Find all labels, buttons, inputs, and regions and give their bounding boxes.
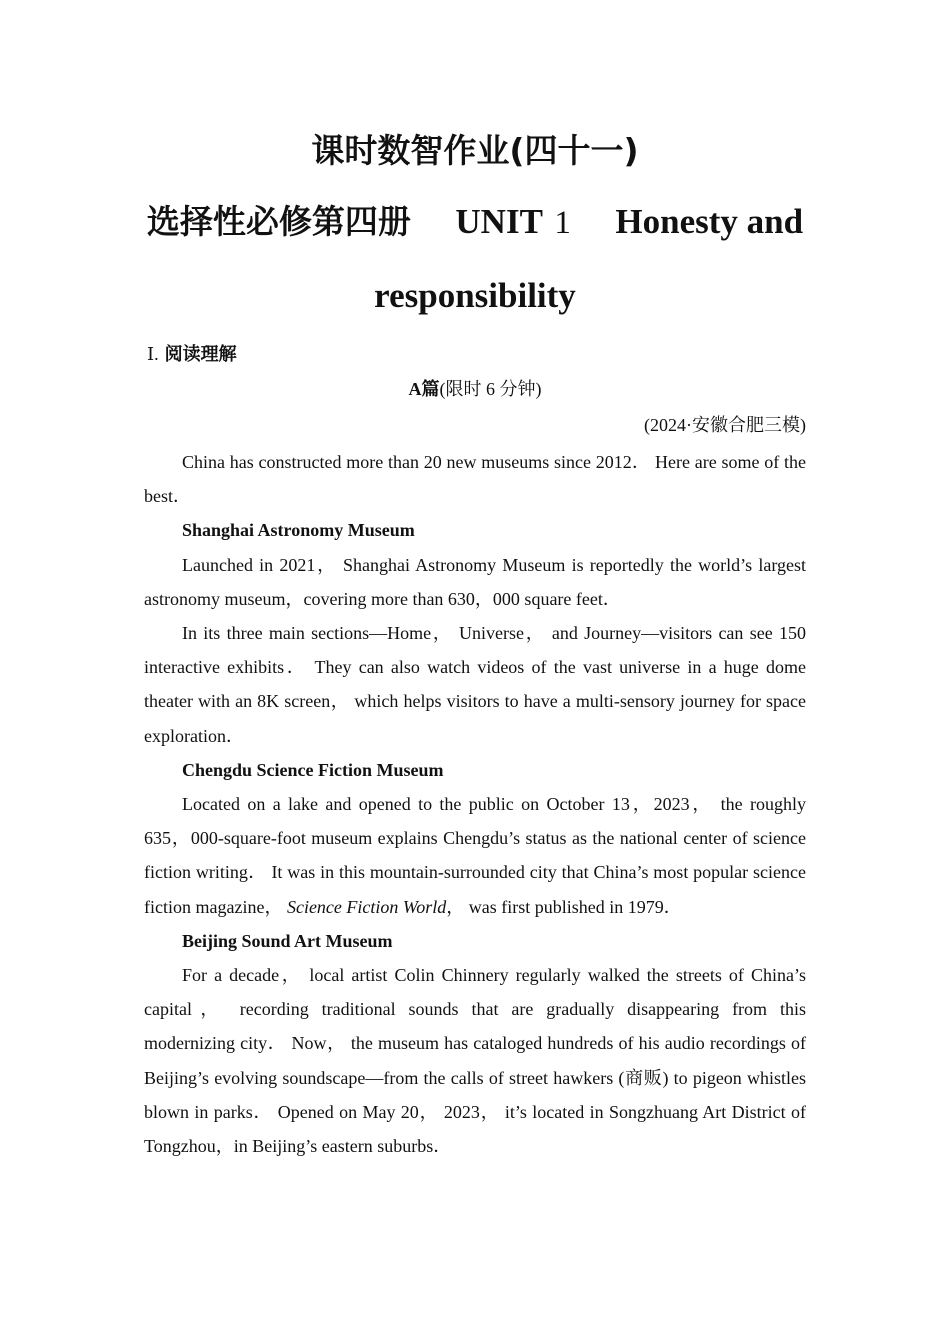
museum-heading-chengdu: Chengdu Science Fiction Museum bbox=[182, 759, 444, 780]
passage-heading bbox=[0, 376, 950, 402]
title-line-3 bbox=[0, 273, 950, 319]
magazine-title: Science Fiction World bbox=[286, 896, 447, 917]
chengdu-text-b: ， was first published in 1979． bbox=[446, 896, 682, 917]
page-title bbox=[0, 128, 950, 174]
chengdu-text-a: Located on a lake and opened to the public on October 13，2023， the roughly 635，000-square-foot museum explains Chengdu’s status as the national center of science fiction writing． It was in this mountain-surrounded city that China’s most popular science fiction magazine， bbox=[144, 794, 806, 917]
intro-paragraph: China has constructed more than 20 new museums since 2012． Here are some of the best． bbox=[144, 452, 806, 507]
title-line-2 bbox=[0, 198, 950, 247]
museum-heading-beijing: Beijing Sound Art Museum bbox=[182, 930, 393, 951]
section-heading bbox=[147, 341, 237, 368]
passage-time-limit: (限时 6 分钟) bbox=[439, 379, 542, 399]
section-number: Ⅰ. bbox=[147, 344, 159, 364]
title-book-volume: 选择性必修第四册 bbox=[146, 202, 411, 241]
title-unit-label: UNIT bbox=[455, 202, 543, 241]
chengdu-paragraph bbox=[144, 787, 806, 924]
passage-body bbox=[144, 445, 806, 1163]
beijing-paragraph: For a decade， local artist Colin Chinnery regularly walked the streets of China’s capital， recording traditional sounds that are gradually disappearing from this modernizing city． Now， the museum has cataloged hundreds of his audio recordings of Beijing’s evolving soundscape—from the calls of street hawkers (商贩) to pigeon whistles blown in parks． Opened on May 20， 2023， it’s located in Songzhuang Art District of Tongzhou，in Beijing’s eastern suburbs． bbox=[144, 965, 806, 1157]
passage-source: (2024·安徽合肥三模) bbox=[644, 415, 806, 435]
shanghai-paragraph-2: In its three main sections—Home， Universe， and Journey—visitors can see 150 interactive exhibits． They can also watch videos of the vast universe in a huge dome theater with an 8K screen， which helps visitors to have a multi-sensory journey for space exploration． bbox=[144, 623, 806, 746]
shanghai-paragraph-1: Launched in 2021， Shanghai Astronomy Museum is reportedly the world’s largest astronomy museum，covering more than 630，000 square feet． bbox=[144, 554, 806, 609]
title-unit-topic-part1: Honesty and bbox=[615, 202, 804, 241]
title-unit-topic-part2: responsibility bbox=[374, 276, 576, 315]
section-label: 阅读理解 bbox=[164, 344, 237, 365]
museum-heading-shanghai: Shanghai Astronomy Museum bbox=[182, 520, 415, 541]
title-line-1: 课时数智作业(四十一) bbox=[311, 131, 639, 170]
passage-label: A篇 bbox=[408, 379, 440, 399]
title-unit-number: 1 bbox=[554, 205, 571, 241]
